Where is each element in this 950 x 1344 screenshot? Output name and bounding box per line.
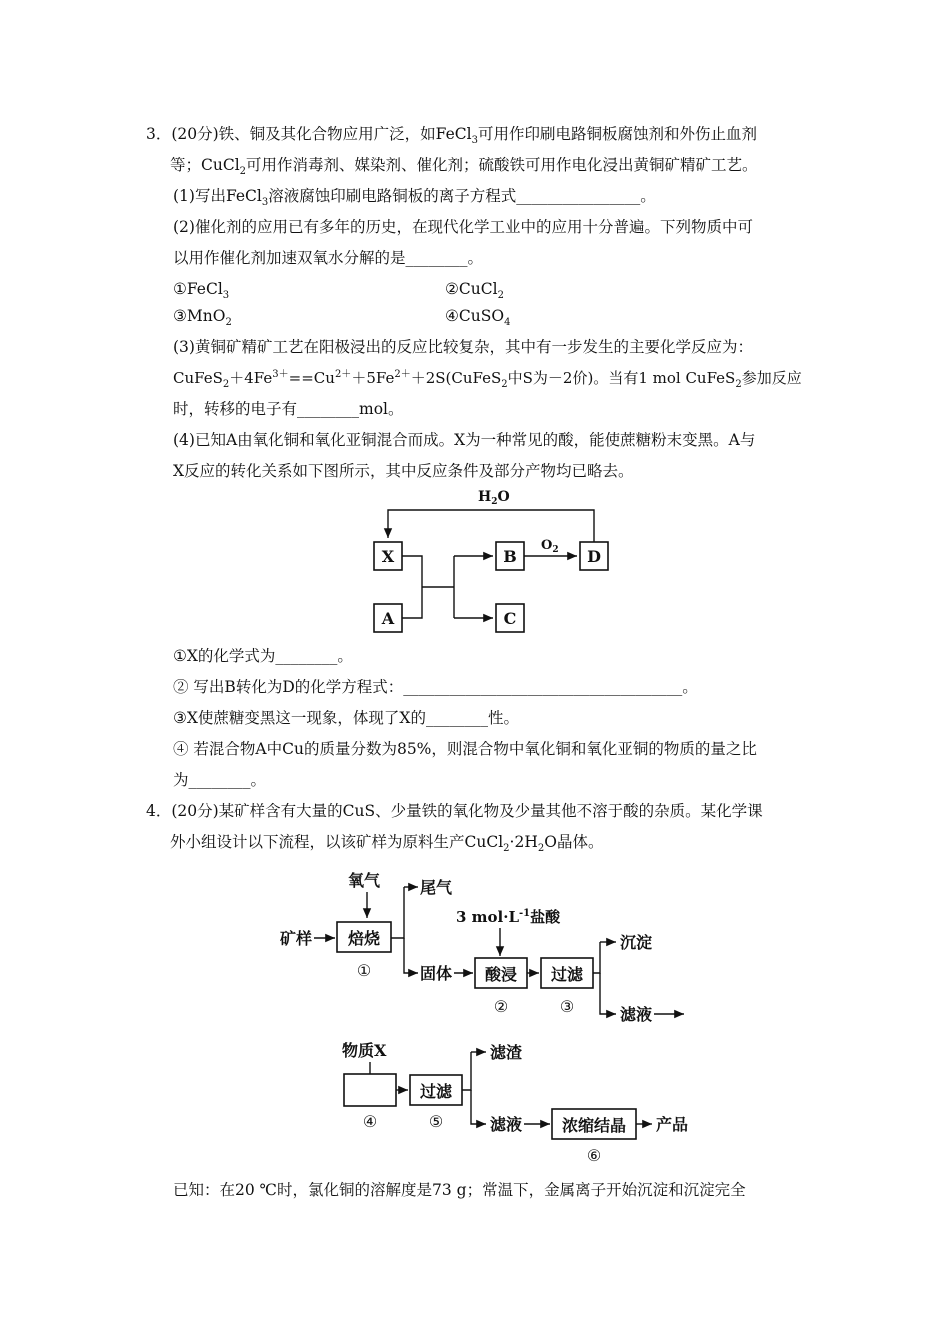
q3-reaction-diagram xyxy=(360,486,630,638)
acid-label: 3 $mol\cdot L^{-1}$盐酸 xyxy=(456,908,561,926)
q3-part3-line3: 时，转移的电子有________mol。 xyxy=(173,400,404,418)
q3-option-1: ①FeCl$_3$ xyxy=(173,280,230,302)
svg-text:④: ④ xyxy=(362,1112,378,1131)
q4-flowchart xyxy=(270,862,710,1170)
q4-known: 已知：在20 ℃时，氯化铜的溶解度是73 g；常温下，金属离子开始沉淀和沉淀完全 xyxy=(173,1181,746,1199)
oxygen-label: 氧气 xyxy=(348,871,381,890)
q3-sub4-line2: 为________。 xyxy=(173,771,267,789)
svg-text:D: D xyxy=(587,547,601,566)
q3-part1: (1)写出FeCl$_3$溶液腐蚀印刷电路铜板的离子方程式________________。 xyxy=(173,187,656,209)
q3-sub1: ①X的化学式为________。 xyxy=(173,647,353,665)
q4-line2: 外小组设计以下流程，以该矿样为原料生产$CuCl_2\cdot 2H_2O$晶体。 xyxy=(170,833,604,855)
product-label: 产品 xyxy=(656,1115,689,1134)
filtrate-label-1: 滤液 xyxy=(620,1005,653,1024)
tail-gas-label: 尾气 xyxy=(420,878,453,897)
ore-label: 矿样 xyxy=(280,929,313,948)
svg-text:过滤: 过滤 xyxy=(550,965,584,984)
q3-option-3: ③MnO$_2$ xyxy=(173,307,232,329)
svg-text:③: ③ xyxy=(559,997,575,1016)
q3-part3-line1: (3)黄铜矿精矿工艺在阳极浸出的反应比较复杂，其中有一步发生的主要化学反应为： xyxy=(173,338,753,356)
svg-text:焙烧: 焙烧 xyxy=(347,929,381,948)
svg-text:过滤: 过滤 xyxy=(419,1082,453,1101)
q3-part2-line1: (2)催化剂的应用已有多年的历史，在现代化学工业中的应用十分普遍。下列物质中可 xyxy=(173,218,753,236)
svg-text:B: B xyxy=(503,547,517,566)
svg-text:C: C xyxy=(503,609,517,628)
q4-line1: 4．(20分)某矿样含有大量的CuS、少量铁的氧化物及少量其他不溶于酸的杂质。某化学课 xyxy=(146,802,763,820)
q3-sub3: ③X使蔗糖变黑这一现象，体现了X的________性。 xyxy=(173,709,519,727)
q3-option-2: ②CuCl$_2$ xyxy=(445,280,504,302)
svg-text:酸浸: 酸浸 xyxy=(484,965,518,984)
svg-text:⑤: ⑤ xyxy=(428,1112,444,1131)
q3-sub2: ② 写出B转化为D的化学方程式：____________________________________。 xyxy=(173,678,698,696)
substance-x-label: 物质X xyxy=(342,1041,387,1060)
q3-option-4: ④CuSO$_4$ xyxy=(445,307,511,329)
h2o-label: $H_2O$ xyxy=(478,489,510,507)
q3-part4-line2: X反应的转化关系如下图所示，其中反应条件及部分产物均已略去。 xyxy=(173,462,634,480)
q3-part2-line2: 以用作催化剂加速双氧水分解的是________。 xyxy=(173,249,484,267)
svg-text:⑥: ⑥ xyxy=(586,1146,602,1165)
solid-label: 固体 xyxy=(420,964,453,983)
filtrate-label-2: 滤液 xyxy=(490,1115,523,1134)
q3-sub4-line1: ④ 若混合物A中Cu的质量分数为85%，则混合物中氧化铜和氧化亚铜的物质的量之比 xyxy=(173,740,757,758)
svg-text:②: ② xyxy=(493,997,509,1016)
q3-intro-line2: 等；CuCl$_2$可用作消毒剂、媒染剂、催化剂；硫酸铁可用作电化浸出黄铜矿精矿工艺。 xyxy=(170,156,758,178)
svg-text:A: A xyxy=(381,609,395,628)
residue-label: 滤渣 xyxy=(490,1043,523,1062)
svg-text:浓缩结晶: 浓缩结晶 xyxy=(561,1116,627,1135)
q3-part4-line1: (4)已知A由氧化铜和氧化亚铜混合而成。X为一种常见的酸，能使蔗糖粉末变黑。A与 xyxy=(173,431,756,449)
svg-text:①: ① xyxy=(356,961,372,980)
q3-part3-equation: $CuFeS_2+4Fe^{3+}==Cu^{2+}+5Fe^{2+}+2S(CuFeS_2$中S为－2价)。当有1 mol CuFeS$_2$参加反应 xyxy=(173,369,802,390)
q3-intro-line1: 3．(20分)铁、铜及其化合物应用广泛，如FeCl$_3$可用作印刷电路铜板腐蚀剂和外伤止血剂 xyxy=(146,125,757,147)
precipitate-label: 沉淀 xyxy=(620,933,653,952)
svg-text:X: X xyxy=(381,547,395,566)
step4-box xyxy=(344,1074,396,1106)
o2-label: $O_2$ xyxy=(541,538,559,555)
